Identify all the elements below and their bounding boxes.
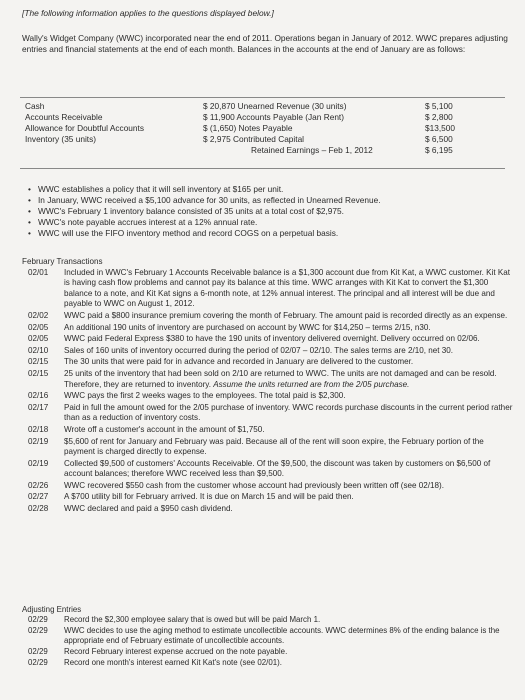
bullet-item: • WWC establishes a policy that it will sell inventory at $165 per unit.: [28, 184, 284, 194]
entry-text: 25 units of the inventory that had been sold on 2/10 are returned to WWC. The units are not damaged and can be resold. Therefore, they are returned to inventory. Assume the units returned are from the 2/05 purchase.: [64, 368, 497, 389]
account-label: Contributed Capital: [233, 134, 305, 144]
account-amount: $ 20,870: [203, 101, 236, 111]
adjusting-entries: [22, 605, 514, 669]
transaction-entry: [22, 334, 514, 345]
entry-text: Record February interest expense accrued on the note payable.: [64, 647, 288, 656]
entry-date: 02/16: [28, 391, 49, 401]
entry-text: The 30 units that were paid for in advance and recorded in January are delivered to the customer.: [64, 357, 414, 367]
adjusting-entry: [22, 626, 514, 646]
account-amount: $ 2,800: [425, 112, 453, 122]
transaction-entry: [22, 311, 514, 322]
account-amount: $ 5,100: [425, 101, 453, 111]
middle-column: [203, 101, 373, 156]
account-amount: $ (1,650): [203, 123, 237, 133]
entry-text: WWC declared and paid a $950 cash dividend.: [64, 504, 233, 514]
account-label: Notes Payable: [238, 123, 293, 133]
entry-text: WWC paid Federal Express $380 to have the 190 units of inventory delivered overnight. Delivery occurred on 02/06.: [64, 334, 480, 344]
entry-text: Included in WWC's February 1 Accounts Receivable balance is a $1,300 account due from Kit Kat, a WWC customer. Kit Kat is having cash flow problems and cannot pay its balance at this time. WWC arranges with Kit Kat to convert the $1,300 balance to a note, and Kit Kat signs a 6-month note, at 12% annual interest. The principal and all interest will be due and payable to WWC on August 1, 2012.: [64, 267, 511, 309]
entry-date: 02/27: [28, 492, 49, 502]
balance-row: [203, 112, 373, 123]
account-amount: $ 6,500: [425, 134, 453, 144]
transaction-entry: [22, 323, 514, 334]
february-transactions: [22, 257, 514, 516]
entry-text: WWC pays the first 2 weeks wages to the employees. The total paid is $2,300.: [64, 391, 346, 401]
bullet-icon: •: [28, 184, 31, 194]
entry-text: Wrote off a customer's account in the amount of $1,750.: [64, 424, 265, 434]
account-amount: $ 2,975: [203, 134, 231, 144]
entry-text: WWC decides to use the aging method to estimate uncollectible accounts. WWC determines 8% of the ending balance is the appropriate end of February estimate of uncollectible accounts.: [64, 626, 500, 645]
bullet-icon: •: [28, 217, 31, 227]
intro-note: [The following information applies to the questions displayed below.]: [22, 8, 274, 18]
transaction-entry: [22, 403, 514, 424]
entry-date: 02/28: [28, 504, 49, 514]
entry-text: Record the $2,300 employee salary that is owed but will be paid March 1.: [64, 615, 321, 624]
entry-text: WWC recovered $550 cash from the customer whose account had previously been written off (see 02/18).: [64, 480, 444, 490]
bullet-item: • WWC's February 1 inventory balance consisted of 35 units at a total cost of $2,975.: [28, 206, 344, 216]
adjusting-entry: [22, 658, 514, 668]
transaction-entry: [22, 268, 514, 310]
transaction-entry: [22, 391, 514, 402]
entry-emphasis: Assume the units returned are from the 2/05 purchase.: [213, 379, 410, 389]
entry-date: 02/18: [28, 424, 49, 434]
account-amount: $ 6,195: [425, 145, 453, 155]
policy-bullets: [28, 184, 508, 239]
balances-table: [20, 97, 505, 169]
entry-text: WWC paid a $800 insurance premium covering the month of February. The amount paid is recorded directly as an expense.: [64, 310, 508, 320]
transaction-entry: [22, 492, 514, 503]
adjusting-entry: [22, 615, 514, 625]
transaction-entry: [22, 425, 514, 436]
entry-date: 02/01: [28, 267, 49, 277]
transaction-entry: [22, 437, 514, 458]
bullet-icon: •: [28, 206, 31, 216]
bullet-item: • In January, WWC received a $5,100 advance for 30 units, as reflected in Unearned Revenue.: [28, 195, 381, 205]
account-label: Accounts Receivable: [25, 112, 103, 122]
entry-text: $5,600 of rent for January and February was paid. Because all of the rent will soon expire, the February portion of the payment is charged directly to expense.: [64, 436, 484, 457]
right-amounts: [425, 101, 455, 156]
bullet-icon: •: [28, 228, 31, 238]
entry-text: Paid in full the amount owed for the 2/05 purchase of inventory. WWC records purchase discounts in the current period rather than as a reduction of inventory costs.: [64, 402, 513, 423]
bullet-item: • WWC's note payable accrues interest at a 12% annual rate.: [28, 217, 258, 227]
account-label: Retained Earnings – Feb 1, 2012: [251, 145, 373, 155]
entry-date: 02/05: [28, 334, 49, 344]
account-amount: $13,500: [425, 123, 455, 133]
account-label: Cash: [25, 101, 45, 111]
account-amount: $ 11,900: [203, 112, 235, 122]
entry-date: 02/15: [28, 368, 49, 378]
entry-date: 02/29: [28, 647, 48, 656]
balance-row: [203, 134, 373, 145]
balance-row: [203, 145, 373, 156]
transaction-entry: [22, 357, 514, 368]
entry-date: 02/29: [28, 615, 48, 624]
account-label: Inventory (35 units): [25, 134, 97, 144]
intro-paragraph: Wally's Widget Company (WWC) incorporated near the end of 2011. Operations began in January of 2012. WWC prepares adjusting entries and financial statements at the end of each month. Balances in the accounts at the end of January are as follows:: [22, 33, 508, 54]
account-label: Accounts Payable (Jan Rent): [236, 112, 345, 122]
transaction-entry: [22, 481, 514, 492]
entry-date: 02/26: [28, 480, 49, 490]
entry-text: An additional 190 units of inventory are purchased on account by WWC for $14,250 – terms 2/15, n30.: [64, 322, 431, 332]
entry-text: A $700 utility bill for February arrived. It is due on March 15 and will be paid then.: [64, 492, 354, 502]
bullet-icon: •: [28, 195, 31, 205]
account-label: Unearned Revenue (30 units): [237, 101, 347, 111]
entry-date: 02/10: [28, 345, 49, 355]
entry-date: 02/19: [28, 458, 49, 468]
entry-date: 02/19: [28, 436, 49, 446]
account-label: Allowance for Doubtful Accounts: [25, 123, 144, 133]
adjusting-entry: [22, 647, 514, 657]
transaction-entry: [22, 459, 514, 480]
entry-date: 02/29: [28, 626, 48, 635]
entry-date: 02/05: [28, 322, 49, 332]
transaction-entry: [22, 346, 514, 357]
transaction-entry: [22, 369, 514, 390]
left-labels: [25, 101, 144, 145]
entry-date: 02/29: [28, 658, 48, 667]
balance-row: [203, 101, 373, 112]
entry-text: Record one month's interest earned Kit Kat's note (see 02/01).: [64, 658, 282, 667]
section-title: Adjusting Entries: [22, 605, 82, 614]
entry-text: Sales of 160 units of inventory occurred during the period of 02/07 – 02/10. The sales terms are 2/10, net 30.: [64, 345, 454, 355]
balance-row: [203, 123, 373, 134]
entry-date: 02/17: [28, 402, 49, 412]
section-title: February Transactions: [22, 257, 103, 266]
entry-date: 02/15: [28, 357, 49, 367]
entry-date: 02/02: [28, 310, 49, 320]
bullet-item: • WWC will use the FIFO inventory method and record COGS on a perpetual basis.: [28, 228, 339, 238]
transaction-entry: [22, 504, 514, 515]
entry-text: Collected $9,500 of customers' Accounts Receivable. Of the $9,500, the discount was taken by customers on $6,500 of account balances; therefore WWC received less than $9,500.: [64, 458, 491, 479]
